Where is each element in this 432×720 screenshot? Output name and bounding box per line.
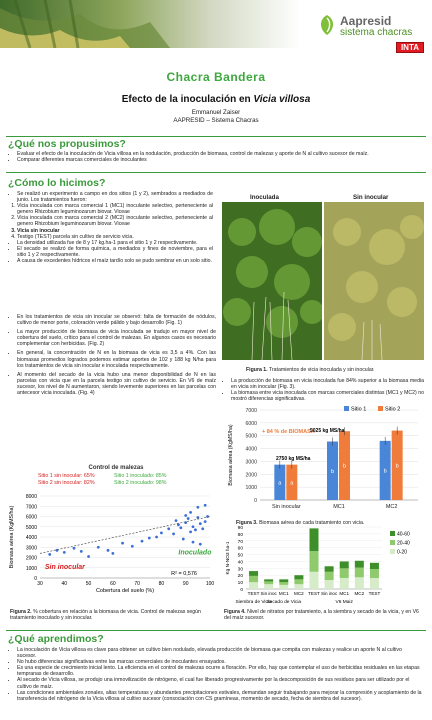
y-tick-label: 0	[34, 576, 37, 582]
stacked-bar-segment	[294, 584, 303, 589]
y-tick-label: 2000	[25, 555, 37, 562]
scatter-point	[160, 532, 163, 535]
legend-label: Sitio 2	[385, 406, 401, 413]
x-tick-label: TEST	[308, 591, 320, 596]
treatment-item	[17, 203, 213, 215]
propose-title: ¿Qué nos propusimos?	[8, 138, 126, 150]
figure4-caption-label: Figura 4.	[224, 609, 246, 615]
figure3-caption-label: Figura 3.	[236, 520, 258, 526]
x-tick-label: MC1	[278, 591, 289, 596]
x-tick-label: 100	[205, 581, 215, 587]
y-tick-label: 8000	[25, 494, 37, 500]
y-tick-label: 1000	[25, 565, 37, 572]
brand-line2: sistema chacras	[340, 27, 413, 38]
scatter-point	[87, 555, 90, 558]
photo-label-right: Sin inocular	[353, 194, 389, 201]
stacked-bar-segment	[264, 579, 273, 581]
x-tick-label: 90	[182, 581, 189, 587]
x-tick-label: 50	[85, 581, 92, 587]
label-sin-inocular: Sin inocular	[44, 563, 85, 571]
inta-text: INTA	[400, 43, 420, 52]
chacra-title: Chacra Bandera	[166, 70, 266, 84]
legend-swatch	[344, 406, 349, 411]
stacked-bar-segment	[370, 578, 379, 589]
stacked-bar-segment	[325, 580, 334, 589]
stacked-bar-segment	[249, 571, 258, 576]
label-inoculado: Inoculado	[178, 549, 212, 557]
stacked-bar-segment	[340, 568, 349, 578]
paper-title	[0, 94, 432, 105]
legend-swatch	[390, 540, 395, 545]
stacked-bar-segment	[294, 575, 303, 579]
scatter-point	[131, 545, 134, 548]
scatter-point	[196, 506, 199, 509]
figure1-caption	[246, 367, 426, 373]
scatter-point	[199, 543, 202, 546]
x-tick-label: MC2	[385, 504, 398, 510]
significance-letter: a	[290, 480, 294, 487]
legend-label: Sitio 1 sin inocular: 65%	[38, 473, 95, 479]
y-tick-label: 6000	[25, 514, 37, 521]
scatter-point	[111, 552, 114, 555]
learned-item: • Al secado de Vicia villosa, se produjo una inmovilización de nitrógeno, el cual fue liberado progresivamente por la descomposición de sus residuos para ser utilizado por el cultivo de maíz.	[17, 677, 422, 689]
legend-swatch	[378, 406, 383, 411]
legend-label: 0-20	[397, 549, 408, 556]
group-label: Siembra de Vicia	[235, 600, 272, 605]
x-tick-label: MC2	[294, 591, 304, 596]
scatter-point	[48, 553, 51, 556]
results-right	[224, 378, 424, 402]
leaf-logo-icon	[318, 14, 336, 36]
trend-line	[40, 517, 212, 557]
stacked-bar-segment	[264, 581, 273, 584]
scatter-point	[187, 517, 190, 520]
stacked-bar-segment	[249, 582, 258, 589]
y-tick-label: 4000	[245, 446, 257, 453]
y-axis-label: Kg N-NO3 ha-1	[226, 541, 231, 575]
result-right-item: • La producción de biomasa en vicia inoculada fue 84% superior a la biomasa media en vicia sin inocular (Fig. 3).	[231, 378, 424, 390]
x-tick-label: 70	[134, 581, 140, 587]
legend-label: Sitio 1 inoculado: 85%	[114, 473, 167, 479]
scatter-point	[194, 528, 197, 531]
y-tick-label: 3000	[245, 459, 257, 466]
stacked-bar-segment	[294, 579, 303, 584]
group-label: Secado de Vicia	[266, 600, 302, 605]
significance-letter: b	[395, 463, 399, 470]
y-tick-label: 2000	[245, 472, 257, 479]
x-tick-label: Sin inoc	[260, 591, 277, 596]
x-tick-label: Sin inoc	[320, 591, 338, 596]
brand-line1: Aapresid	[340, 14, 392, 28]
scatter-point	[189, 530, 192, 533]
scatter-point	[167, 527, 170, 530]
x-tick-label: 80	[158, 581, 165, 587]
stacked-bar-segment	[310, 551, 319, 572]
stacked-bar-segment	[355, 561, 364, 568]
x-tick-label: TEST	[368, 591, 381, 596]
scatter-point	[204, 504, 207, 507]
stacked-bar-segment	[355, 568, 364, 578]
propose-list	[10, 151, 422, 163]
scatter-point	[201, 527, 204, 530]
y-tick-label: 0	[240, 588, 243, 593]
scatter-point	[189, 511, 192, 514]
x-tick-label: MC1	[339, 591, 350, 596]
y-tick-label: 1000	[245, 485, 257, 492]
figure2-caption-label: Figura 2.	[10, 609, 32, 615]
x-axis-label: Cobertura del suelo (%)	[95, 588, 155, 594]
stacked-bar-segment	[279, 582, 288, 585]
scatter-point	[73, 547, 76, 550]
y-tick-label: 3000	[25, 545, 37, 552]
treatment-text: Testigo (TEST) parcela sin cultivo de servicio vicia.	[17, 233, 134, 240]
scatter-point	[155, 536, 158, 539]
divider-propose-bottom	[6, 172, 426, 173]
result-right-item: • La biomasa entre vicia inoculada con marcas comerciales distintas (MC1 y MC2) no mostró diferencias significativas.	[231, 390, 424, 402]
stacked-bar-segment	[249, 576, 258, 582]
treatment-text: Vicia sin inocular	[17, 227, 60, 234]
author: Emmanuel Zaiser	[191, 109, 241, 116]
legend-swatch	[390, 531, 395, 536]
stacked-bar-segment	[279, 585, 288, 589]
learned-list	[10, 647, 422, 702]
scatter-point	[141, 540, 144, 543]
legend-label: 40-60	[397, 531, 410, 538]
inta-logo	[396, 42, 424, 53]
divider-learned	[6, 630, 426, 631]
scatter-point	[148, 537, 151, 540]
significance-letter: b	[342, 463, 347, 470]
figure1-photo	[222, 202, 424, 360]
learned-item: • La inoculación de Vicia villosa es clave para obtener un cultivo bien nodulado, elevada producción de biomasa que compita con malezas y realice un aporte N al cultivo sucesor.	[17, 647, 422, 659]
significance-letter: b	[383, 468, 387, 475]
y-tick-label: 50	[237, 553, 243, 559]
figure1-caption-text: Tratamientos de vicia inoculada y sin inocular.	[267, 367, 375, 373]
stacked-bar-segment	[310, 528, 319, 551]
y-tick-label: 4000	[25, 535, 37, 541]
result-item: • En los tratamientos de vicia sin inocular se observó: falta de formación de nódulos, cultivo de menor porte, coloración verde pálido y bajo desarrollo (Fig. 1)	[17, 314, 216, 326]
how-more-item: • La densidad utilizada fue de 8 y 17 kg.ha-1 para el sitio 1 y 2 respectivamente.	[17, 240, 213, 246]
x-tick-label: MC2	[354, 591, 365, 596]
scatter-point	[199, 522, 202, 525]
stacked-bar-segment	[279, 579, 288, 582]
aapresid-logo	[318, 14, 428, 40]
y-tick-label: 30	[237, 567, 243, 573]
x-tick-label: TEST	[247, 591, 260, 596]
propose-item: • Comparar diferentes marcas comerciales de inoculantes	[17, 157, 422, 163]
how-more-item: • El secado se realizó de forma química, a mediados y fines de noviembre, para el sitio 1 y 2 respectivamente.	[17, 246, 213, 258]
y-tick-label: 80	[237, 532, 243, 538]
figure1-caption-label: Figura 1.	[246, 367, 268, 373]
figure3-chart	[222, 404, 426, 516]
propose-item: • Evaluar el efecto de la inoculación de Vicia villosa en la nodulación, producción de biomasa, control de malezas y aporte de N al cultivo sucesor de maíz.	[17, 151, 422, 157]
stacked-bar-segment	[325, 572, 334, 580]
scatter-point	[107, 549, 110, 552]
y-tick-label: 7000	[245, 408, 257, 414]
y-tick-label: 70	[237, 539, 243, 545]
x-tick-label: 30	[37, 581, 43, 587]
learned-item: • No hubo diferencias significativas entre las marcas comerciales de inoculantes ensayados.	[17, 659, 422, 665]
y-tick-label: 5000	[25, 524, 37, 531]
chart-title: Control de malezas	[88, 465, 144, 471]
stacked-bar-segment	[310, 572, 319, 589]
figure4-caption-text: Nivel de nitratos por tratamiento, a la siembra y secado de la vicia, y en V6 del maíz sucesor.	[224, 609, 419, 622]
significance-letter: b	[330, 468, 335, 475]
y-tick-label: 10	[237, 581, 243, 587]
treatment-item	[17, 215, 213, 227]
figure2-caption-text: % cobertura en relación a la biomasa de vicia. Control de malezas según tratamiento inoculado y sin inocular.	[10, 609, 201, 622]
y-tick-label: 90	[237, 526, 243, 531]
how-treatments	[10, 203, 213, 240]
learned-title: ¿Qué aprendimos?	[8, 633, 104, 645]
legend-swatch	[390, 549, 395, 554]
y-tick-label: 7000	[25, 504, 37, 511]
y-axis-label: Biomasa aérea (KgMS/ha)	[228, 424, 234, 486]
figure2-chart	[6, 462, 218, 602]
stacked-bar-segment	[264, 584, 273, 589]
x-tick-label: 40	[61, 581, 68, 587]
affiliation: AAPRESID – Sistema Chacras	[173, 117, 259, 124]
stacked-bar-segment	[370, 563, 379, 569]
how-more-item: • A causa de excedentes hídricos el maíz tardío solo se pudo sembrar en un solo sitio.	[17, 258, 213, 264]
stacked-bar-segment	[340, 578, 349, 589]
treatment-text: Vicia inoculada con marca comercial 1 (MC1) inoculante selectivo, perteneciente al genero Rhizobium leguminozarum biovar. Viceae	[17, 203, 213, 216]
how-intro: • Se realizó un experimento a campo en dos sitios (1 y 2), sembrados a mediados de junio. Los tratamientos fueron:	[17, 191, 213, 203]
scatter-point	[80, 550, 83, 553]
annotation-low: 2750 kg MS/ha	[276, 456, 311, 463]
figure4-caption	[224, 609, 424, 621]
scatter-point	[172, 533, 175, 536]
learned-item: • Las condiciones ambientales zonales, altas temperaturas y abundantes precipitaciones estivales, demandan seguir trabajando para mejorar la compresión y acoplamiento de la transferencia del nitrógeno de la Vicia villosa al cultivo sucesor (consociación con CS gramíneas, momento de secado, fecha de siembra del sucesor).	[17, 690, 422, 702]
photo-label-left: Inoculada	[250, 194, 279, 201]
scatter-point	[175, 519, 178, 522]
paper-title-text: Efecto de la inoculación en	[121, 94, 254, 105]
scatter-point	[192, 525, 195, 528]
stacked-bar-segment	[325, 566, 334, 572]
legend-label: 20-40	[397, 540, 410, 547]
result-item: • Al momento del secado de la vicia hubo una menor disponibilidad de N en las parcelas con vicia que en la parcela testigo sin cultivo de servicio. En V6 de maíz sucesor, los nivel de N aumentaron, siendo levemente superiores en las parcelas con antecesor vicia inoculada. (Fig. 4)	[17, 372, 216, 396]
divider-top	[6, 136, 426, 137]
legend-label: Sitio 1	[351, 406, 367, 413]
y-tick-label: 6000	[245, 420, 257, 427]
scatter-point	[204, 520, 207, 523]
scatter-point	[182, 538, 185, 541]
y-tick-label: 0	[254, 498, 257, 504]
how-body	[10, 191, 213, 264]
y-axis-label: Biomasa aérea (KgMS/ha)	[9, 505, 15, 569]
legend-label: Sitio 2 inoculado: 98%	[114, 480, 167, 486]
scatter-point	[179, 526, 182, 529]
annotation-pct: + 84 % de BIOMASA	[262, 429, 315, 436]
y-tick-label: 20	[237, 574, 243, 580]
y-tick-label: 5000	[245, 433, 257, 440]
figure3-caption-text: Biomasa aérea de cada tratamiento con vicia.	[257, 520, 365, 526]
figure4-chart	[222, 525, 426, 605]
stacked-bar-segment	[340, 561, 349, 568]
x-tick-label: MC1	[333, 504, 345, 510]
results-left	[10, 314, 216, 396]
scatter-point	[121, 542, 124, 545]
significance-letter: a	[278, 480, 282, 487]
legend-label: Sitio 2 sin inocular: 82%	[38, 480, 95, 486]
stacked-bar-segment	[355, 577, 364, 589]
result-item: • La mayor producción de biomasa de vicia inoculada se tradujo en mayor nivel de cobertura del suelo, crítico para el control de malezas. En algunos casos es necesario complementar con herbicidas. (Fig. 2)	[17, 329, 216, 347]
scatter-point	[97, 546, 100, 549]
treatment-text: Vicia inoculada con marca comercial 2 (MC2) inoculante selectivo, perteneciente al genero Rhizobium leguminozarum biovar. Viceae	[17, 215, 213, 228]
header-field-photo	[0, 0, 300, 48]
learned-item: • Es una especie de crecimiento inicial lento. La eficiencia en el control de malezas ocurre a floración. Por ello, hay que contemplar el uso de herbicidas residuales en las etapas tempranas de desarrollo.	[17, 665, 422, 677]
scatter-point	[196, 516, 199, 519]
stacked-bar-segment	[370, 569, 379, 578]
group-label: V6 Maiz	[335, 600, 353, 605]
x-tick-label: 60	[110, 581, 116, 587]
result-item: • En general, la concentración de N en la biomasa de vicia es 3,5 a 4%. Con las biomasas promedios logrados podemos estimar aportes de 102 y 188 kg N/ha para los tratamientos de vicia sin inocular e inoculada respectivamente.	[17, 350, 216, 368]
scatter-point	[184, 514, 187, 517]
figure2-caption	[10, 609, 216, 621]
annotation-high: 5025 kg MS/ha	[310, 427, 345, 434]
scatter-point	[63, 551, 66, 554]
scatter-point	[192, 541, 195, 544]
y-tick-label: 60	[237, 546, 243, 552]
y-tick-label: 40	[237, 560, 243, 566]
x-tick-label: Sin inocular	[271, 504, 301, 510]
how-title: ¿Cómo lo hicimos?	[8, 177, 106, 189]
paper-title-species: Vicia villosa	[253, 94, 311, 105]
r2-label: R² = 0,576	[171, 570, 197, 577]
